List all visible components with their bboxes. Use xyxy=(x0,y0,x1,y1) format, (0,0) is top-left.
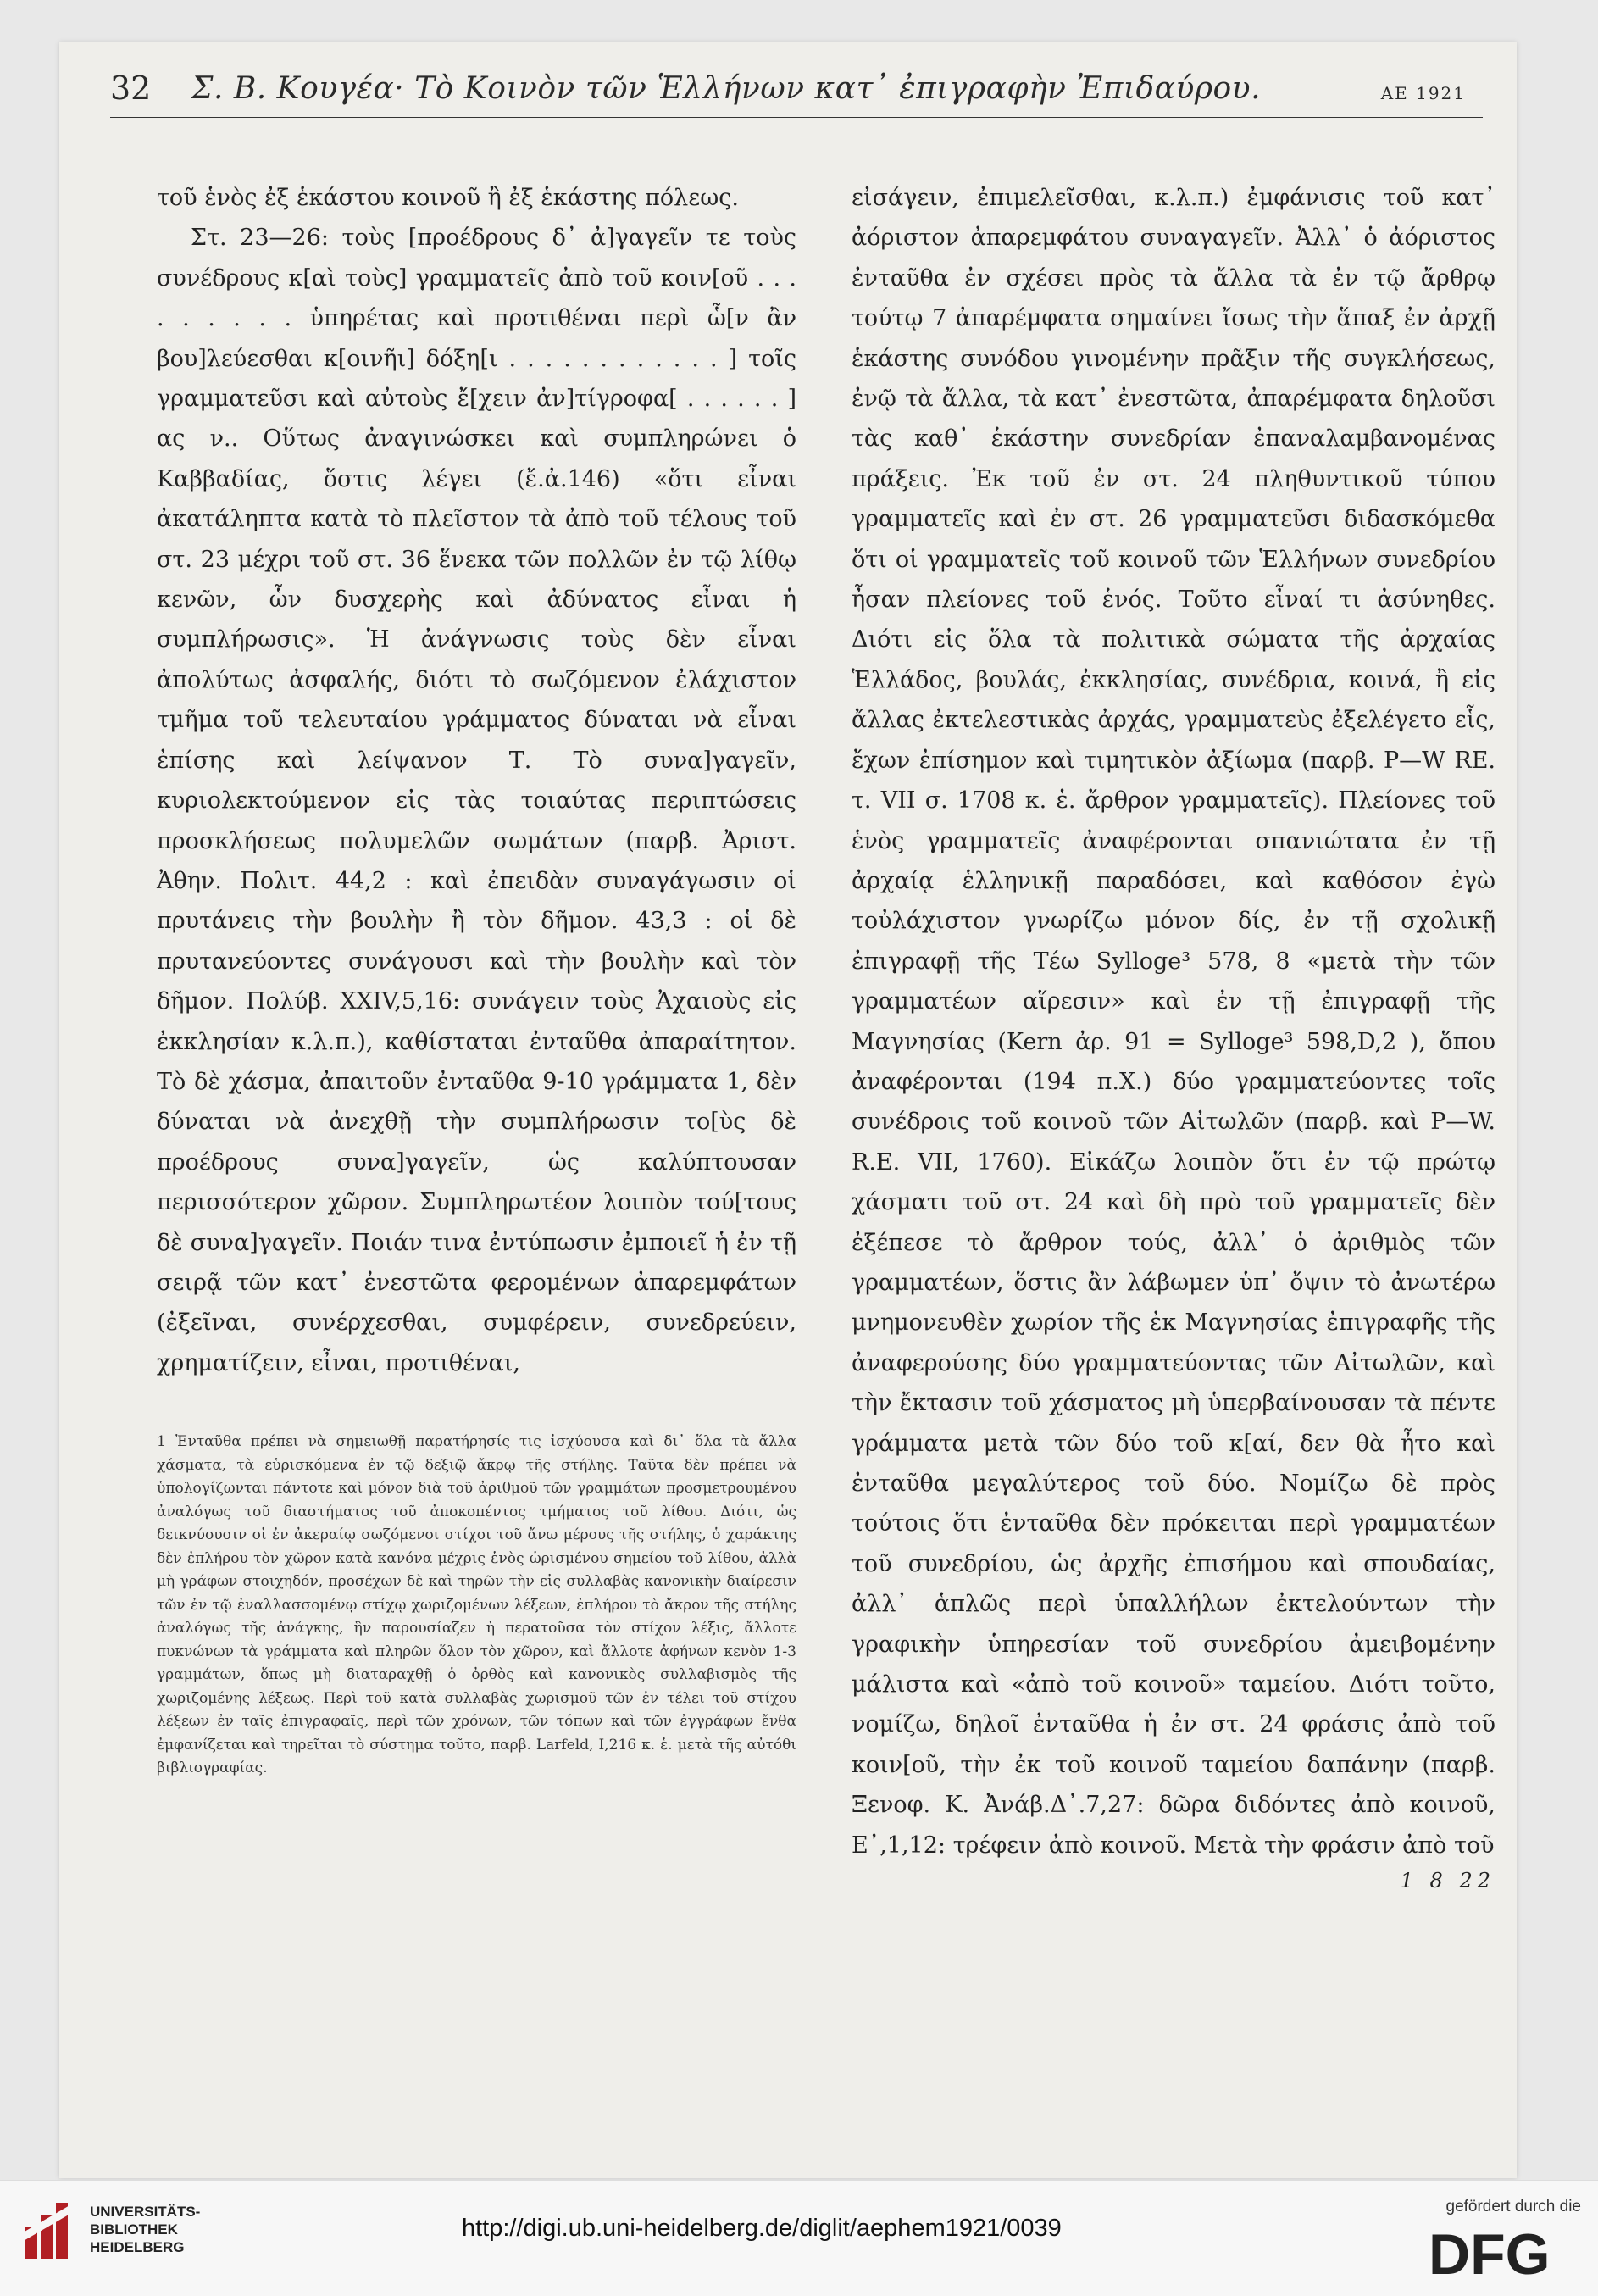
left-column xyxy=(157,178,796,1781)
university-library-logo xyxy=(19,2198,78,2265)
viewer-footer xyxy=(0,2180,1598,2296)
permalink-url[interactable]: http://digi.ub.uni-heidelberg.de/diglit/aephem1921/0039 xyxy=(462,2215,1062,2242)
left-paragraph-1: τοῦ ἑνὸς ἐξ ἑκάστου κοινοῦ ἢ ἐξ ἑκάστης πόλεως. xyxy=(157,185,739,211)
dfg-logo xyxy=(1429,2221,1581,2281)
running-title: Σ. Β. Κουγέα· Τὸ Κοινὸν τῶν Ἑλλήνων κατ᾽ ἐπιγραφὴν Ἐπιδαύρου. xyxy=(191,71,1262,106)
right-paragraph-1: εἰσάγειν, ἐπιμελεῖσθαι, κ.λ.π.) ἐμφάνισις τοῦ κατ᾽ ἀόριστον ἀπαρεμφάτου συναγαγεῖν. Ἀλλ᾽ ὁ ἀόριστος ἐνταῦθα ἐν σχέσει πρὸς τὰ ἄλλα τὰ ἐν τῷ ἄρθρῳ τούτῳ 7 ἀπαρέμφατα σημαίνει ἴσως τὴν ἅπαξ ἐν ἀρχῇ ἑκάστης συνόδου γινομένην πρᾶξιν τῆς συγκλήσεως, ἐνῷ τὰ ἄλλα, τὰ κατ᾽ ἐνεστῶτα, ἀπαρέμφατα δηλοῦσι τὰς καθ᾽ ἑκάστην συνεδρίαν ἐπαναλαμβανομένας πράξεις. Ἐκ τοῦ ἐν στ. 24 πληθυντικοῦ τύπου γραμματεῖς καὶ ἐν στ. 26 γραμματεῦσι διδασκόμεθα ὅτι οἱ γραμματεῖς τοῦ κοινοῦ τῶν Ἑλλήνων συνεδρίου ἦσαν πλείονες τοῦ ἑνός. Τοῦτο εἶναί τι ἀσύνηθες. Διότι εἰς ὅλα τὰ πολιτικὰ σώματα τῆς ἀρχαίας Ἑλλάδος, βουλάς, ἐκκλησίας, συνέδρια, κοινά, ἢ εἰς ἄλλας ἐκτελεστικὰς ἀρχάς, γραμματεὺς ἐξελέγετο εἷς, ἔχων ἐπίσημον καὶ τιμητικὸν ἀξίωμα (παρβ. P—W RE. τ. VII σ. 1708 κ. ἑ. ἄρθρον γραμματεῖς). Πλείονες τοῦ ἑνὸς γραμματεῖς ἀναφέρονται σπανιώτατα ἐν τῇ ἀρχαίᾳ ἑλληνικῇ παραδόσει, καὶ καθόσον ἐγὼ τοὐλάχιστον γνωρίζω μόνον δίς, ἐν τῇ σχολικῇ ἐπιγραφῇ τῆς Τέω Sylloge³ 578, 8 «μετὰ τὴν τῶν γραμματέων αἵρεσιν» καὶ ἐν τῇ ἐπιγραφῇ τῆς Μαγνησίας (Kern ἀρ. 91 = Sylloge³ 598,D,2 ), ὅπου ἀναφέρονται (194 π.Χ.) δύο γραμματεύοντες τοῖς συνέδροις τοῦ κοινοῦ τῶν Αἰτωλῶν (παρβ. καὶ P—W. R.E. VII, 1760). Εἰκάζω λοιπὸν ὅτι ἐν τῷ πρώτῳ χάσματι τοῦ στ. 24 καὶ δὴ πρὸ τοῦ γραμματεῖς δὲν ἐξέπεσε τὸ ἄρθρον τούς, ἀλλ᾽ ὁ ἀριθμὸς τῶν γραμματέων, ὅστις ἂν λάβωμεν ὑπ᾽ ὄψιν τὸ ἀνωτέρω μνημονευθὲν χωρίον τῆς ἐκ Μαγνησίας ἐπιγραφῆς τῆς ἀναφερούσης δύο γραμματεύοντας τῶν Αἰτωλῶν, καὶ τὴν ἔκτασιν τοῦ χάσματος μὴ ὑπερβαίνουσαν τὰ πέντε γράμματα μετὰ τῶν δύο τοῦ κ[αί, δεν θὰ ἦτο καὶ ἐνταῦθα μεγαλύτερος τοῦ δύο. Νομίζω δὲ πρὸς τούτοις ὅτι ἐνταῦθα δὲν πρόκειται περὶ γραμματέων τοῦ συνεδρίου, ὡς ἀρχῆς ἐπισήμου καὶ σπουδαίας, ἀλλ᾽ ἁπλῶς περὶ ὑπαλλήλων ἐκτελούντων τὴν γραφικὴν ὑπηρεσίαν τοῦ συνεδρίου ἀμειβομένην μάλιστα καὶ «ἀπὸ τοῦ κοινοῦ» ταμείου. Διότι τοῦτο, νομίζω, δηλοῖ ἐνταῦθα ἡ ἐν στ. 24 φράσις ἀπὸ τοῦ κοιν[οῦ, τὴν ἐκ τοῦ κοινοῦ ταμείου δαπάνην (παρβ. Ξενοφ. Κ. Ἀνάβ.Δ᾽.7,27: δῶρα διδόντες ἀπὸ κοινοῦ, Ε᾽,1,12: τρέφειν ἀπὸ κοινοῦ. Μετὰ τὴν φράσιν ἀπὸ τοῦ xyxy=(852,185,1495,1859)
page-number: 32 xyxy=(110,69,152,107)
printer-signature-mark: 1 8 22 xyxy=(1400,1869,1495,1893)
running-header xyxy=(110,66,1483,118)
volume-year: ΑΕ 1921 xyxy=(1380,83,1466,103)
institution-name: UNIVERSITÄTS- BIBLIOTHEK HEIDELBERG xyxy=(90,2204,201,2255)
funding-note: gefördert durch die xyxy=(1445,2198,1581,2215)
dfg-logo-text: DFG xyxy=(1429,2222,1551,2281)
right-column xyxy=(852,178,1495,1893)
left-paragraph-2: Στ. 23—26: τοὺς [προέδρους δ᾽ ἀ]γαγεῖν τε τοὺς συνέδρους κ[αὶ τοὺς] γραμματεῖς ἀπὸ τοῦ κοιν[οῦ . . . . . . . . . ὑπηρέτας καὶ προτιθέναι περὶ ὧ[ν ἂν βου]λεύεσθαι κ[οινῆι] δόξη[ι . . . . . . . . . . . . ] τοῖς γραμματεῦσι καὶ αὐτοὺς ἔ[χειν ἀν]τίγροφα[ . . . . . . ] ας ν.. Οὕτως ἀναγινώσκει καὶ συμπληρώνει ὁ Καββαδίας, ὅστις λέγει (ἔ.ἀ.146) «ὅτι εἶναι ἀκατάληπτα κατὰ τὸ πλεῖστον τὰ ἀπὸ τοῦ τέλους τοῦ στ. 23 μέχρι τοῦ στ. 36 ἕνεκα τῶν πολλῶν ἐν τῷ λίθῳ κενῶν, ὧν δυσχερὴς καὶ ἀδύνατος εἶναι ἡ συμπλήρωσις». Ἡ ἀνάγνωσις τοὺς δὲν εἶναι ἀπολύτως ἀσφαλής, διότι τὸ σωζόμενον ἐλάχιστον τμῆμα τοῦ τελευταίου γράμματος δύναται νὰ εἶναι ἐπίσης καὶ λείψανον Τ. Τὸ συνα]γαγεῖν, κυριολεκτούμενον εἰς τὰς τοιαύτας περιπτώσεις προσκλήσεως πολυμελῶν σωμάτων (παρβ. Ἀριστ. Ἀθην. Πολιτ. 44,2 : καὶ ἐπειδὰν συναγάγωσιν οἱ πρυτάνεις τὴν βουλὴν ἢ τὸν δῆμον. 43,3 : οἱ δὲ πρυτανεύοντες συνάγουσι καὶ τὴν βουλὴν καὶ τὸν δῆμον. Πολύβ. XXIV,5,16: συνάγειν τοὺς Ἀχαιοὺς εἰς ἐκκλησίαν κ.λ.π.), καθίσταται ἐνταῦθα ἀπαραίτητον. Τὸ δὲ χάσμα, ἀπαιτοῦν ἐνταῦθα 9-10 γράμματα 1, δὲν δύναται νὰ ἀνεχθῇ τὴν συμπλήρωσιν το[ὺς δὲ προέδρους συνα]γαγεῖν, ὡς καλύπτουσαν περισσότερον χῶρον. Συμπληρωτέον λοιπὸν τού[τους δὲ συνα]γαγεῖν. Ποιάν τινα ἐντύπωσιν ἐμποιεῖ ἡ ἐν τῇ σειρᾷ τῶν κατ᾽ ἐνεστῶτα φερομένων ἀπαρεμφάτων (ἐξεῖναι, συνέρχεσθαι, συμφέρειν, συνεδρεύειν, χρηματίζειν, εἶναι, προτιθέναι, xyxy=(157,225,796,1376)
footnote: 1 Ἐνταῦθα πρέπει νὰ σημειωθῇ παρατήρησίς τις ἰσχύουσα καὶ δι᾽ ὅλα τὰ ἄλλα χάσματα, τὰ εὑρισκόμενα ἐν τῷ δεξιῷ ἄκρῳ τῆς στήλης. Ταῦτα δὲν πρέπει νὰ ὑπολογίζωνται πάντοτε καὶ μόνον διὰ τοῦ ἀριθμοῦ τῶν γραμμάτων προσμετρουμένου ἀναλόγως τοῦ διαστήματος τοῦ ἀποκοπέντος τμήματος τοῦ λίθου. Διότι, ὡς δεικνύουσιν οἱ ἐν ἀκεραίῳ σωζόμενοι στίχοι τοῦ ἄνω μέρους τῆς στήλης, ὁ χαράκτης δὲν ἐπλήρου τὸν χῶρον κατὰ κανόνα μέχρις ἑνὸς ὡρισμένου σημείου τοῦ λίθου, ἀλλὰ μὴ γράφων στοιχηδόν, προσέχων δὲ καὶ τηρῶν τὴν εἰς συλλαβὰς κανονικὴν διαίρεσιν τῶν ἐν τῷ ἐναλλασσομένῳ στίχῳ χωριζομένων λέξεων, ἐπλήρου τὸ ἄκρον τῆς στήλης ἀναλόγως τῆς ἀνάγκης, ἣν παρουσίαζεν ἡ περατοῦσα τὸν στίχον λέξις, ἄλλοτε πυκνώνων τὰ γράμματα καὶ πληρῶν ὅλον τὸν χῶρον, καὶ ἄλλοτε ἀφήνων κενὸν 1-3 γραμμάτων, ὅπως μὴ διαταραχθῇ ὁ ὀρθὸς καὶ κανονικὸς συλλαβισμὸς τῆς χωριζομένης λέξεως. Περὶ τοῦ κατὰ συλλαβὰς χωρισμοῦ τῶν ἐν τέλει τοῦ στίχου λέξεων ἐν ταῖς ἐπιγραφαῖς, περὶ τῶν χρόνων, τῶν τόπων καὶ τῶν ἐγγράφων ἔνθα ἐμφανίζεται καὶ τηρεῖται τὸ σύστημα τοῦτο, παρβ. Larfeld, I,216 κ. ἑ. μετὰ τῆς αὐτόθι βιβλιογραφίας. xyxy=(157,1433,796,1777)
